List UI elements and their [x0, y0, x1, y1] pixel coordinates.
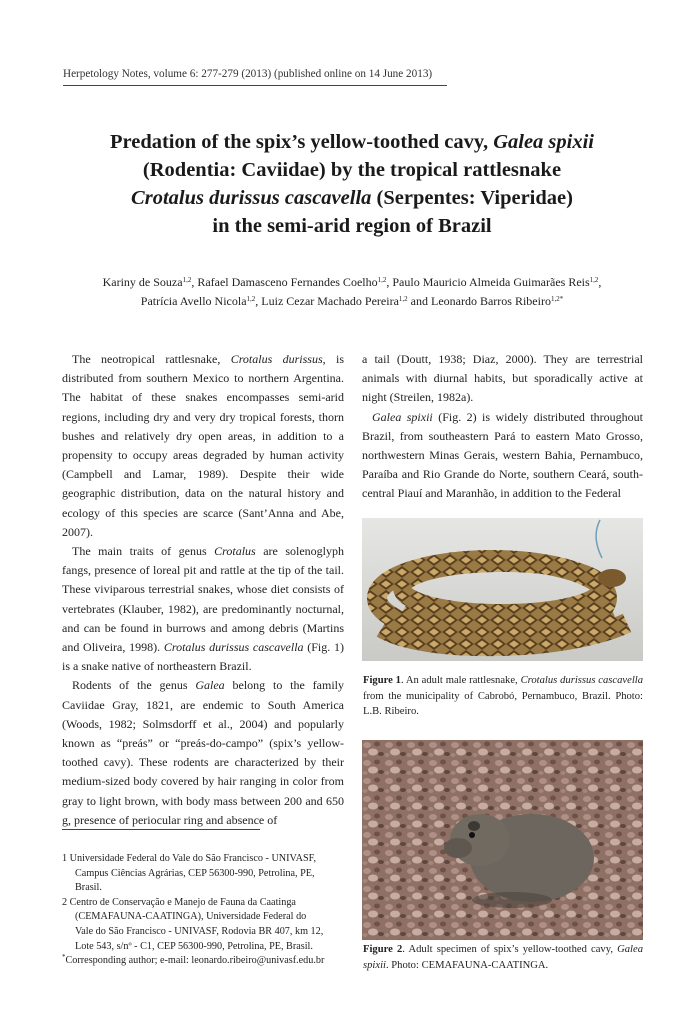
- affiliation-mark: 1,2: [377, 276, 387, 284]
- author-list: [60, 273, 644, 311]
- footnote-corresponding: [62, 954, 347, 969]
- caption-text: . An adult male rattlesnake,: [400, 675, 521, 686]
- figure-1-photo: [362, 518, 643, 661]
- footnote-1: [62, 852, 347, 896]
- author-name: and Leonardo Barros Ribeiro: [407, 294, 551, 308]
- paragraph: [62, 676, 344, 830]
- left-column: [62, 350, 344, 830]
- figure-label: Figure 1: [363, 675, 401, 686]
- paragraph: a tail (Doutt, 1938; Diaz, 2000). They are terrestrial animals with diurnal habits, but sporadically active at night (Streilen, 1982a).: [362, 352, 643, 405]
- paper-title: [60, 128, 644, 240]
- footnote-line: 1 Universidade Federal do Vale do São Francisco - UNIVASF,: [62, 853, 317, 864]
- footnote-line: (CEMAFAUNA-CAATINGA), Universidade Federal do: [75, 911, 307, 923]
- text: (Fig. 2) is widely distributed throughout Brazil, from southeastern Pará to eastern Mato Grosso, northwestern Minas Gerais, western Bahia, Pernambuco, Paraíba and Rio Grande do Norte, southern Ceará, south-central Piauí and Maranhão, in addition to the Federal: [362, 409, 644, 501]
- title-species: Crotalus durissus cascavella: [131, 187, 372, 209]
- author-name: , Luiz Cezar Machado Pereira: [255, 294, 399, 308]
- title-line-2: (Rodentia: Caviidae) by the tropical rattlesnake: [142, 159, 562, 181]
- text: The main traits of genus: [72, 544, 215, 559]
- cavy-image: [362, 740, 643, 940]
- author-name: Kariny de Souza: [102, 275, 183, 289]
- text: Rodents of the genus: [72, 678, 196, 693]
- genus-name: Crotalus: [214, 544, 256, 559]
- genus-name: Galea: [195, 678, 225, 693]
- title-text: (Serpentes: Viperidae): [371, 187, 573, 209]
- figure-label: Figure 2: [363, 944, 403, 955]
- right-column: [362, 350, 643, 504]
- footnote-line: Campus Ciências Agrárias, CEP 56300-990, Petrolina, PE,: [75, 867, 315, 879]
- author-line-2: [60, 292, 644, 311]
- journal-header: Herpetology Notes, volume 6: 277-279 (2013) (published online on 14 June 2013): [63, 68, 433, 80]
- footnote-line: [62, 954, 347, 969]
- text: belong to the family Caviidae Gray, 1821, are endemic to South America (Woods, 1982; Solmsdorff et al., 2004) and popularly known as “preás” or “preás-do-campo” (spix’s yellow-toothed cavy). These rodents are characterized by their medium-sized body covered by hair ranging in color from gray to light brown, with body mass between 200 and 650 g, presence of periocular ring and absence of: [62, 678, 344, 827]
- corresponding-author: Corresponding author; e-mail: leonardo.ribeiro@univasf.edu.br: [65, 955, 325, 967]
- author-line-1: [60, 273, 644, 292]
- header-rule: [63, 85, 447, 86]
- affiliation-mark: 1,2*: [550, 295, 564, 303]
- footnote-line: Lote 543, s/nº - C1, CEP 56300-990, Petrolina, PE, Brasil.: [75, 940, 313, 952]
- caption-text: . Photo: CEMAFAUNA-CAATINGA.: [385, 959, 549, 971]
- affiliation-mark: 1,2: [589, 276, 599, 284]
- species-name: Crotalus durissus cascavella: [520, 675, 643, 686]
- author-name: , Paulo Mauricio Almeida Guimarães Reis: [386, 275, 590, 289]
- caption-text: . Adult specimen of spix’s yellow-toothed cavy,: [402, 944, 618, 955]
- text: are solenoglyph fangs, presence of loreal pit and rattle at the tip of the tail. These viviparous terrestrial snakes, whose diet consists of vertebrates (Klauber, 1982), are predominantly nocturnal, and can be found in burrows and among debris (Martins and Oliveira, 1998).: [62, 544, 345, 655]
- author-name: , Rafael Damasceno Fernandes Coelho: [191, 275, 378, 289]
- title-line-1: [60, 128, 644, 156]
- species-name: Crotalus durissus: [230, 352, 323, 366]
- title-text: Predation of the spix’s yellow-toothed cavy,: [109, 131, 494, 153]
- author-separator: ,: [598, 275, 602, 289]
- species-name: Crotalus durissus cascavella: [163, 640, 304, 655]
- footnotes: [62, 852, 347, 969]
- footnote-line: Vale do São Francisco - UNIVASF, Rodovia BR 407, km 12,: [75, 925, 324, 937]
- figure-2-photo: [362, 740, 643, 940]
- species-name: Galea spixii: [363, 944, 643, 971]
- affiliation-mark: 1,2: [182, 276, 192, 284]
- paragraph: [62, 350, 344, 542]
- figure-1-caption: [363, 673, 643, 720]
- text: The neotropical rattlesnake,: [72, 352, 231, 366]
- footnote-line: Brasil.: [75, 882, 102, 894]
- text: , is distributed from southern Mexico to northern Argentina. The habitat of these snakes encompasses semi-arid regions, including dry and very dry tropical forests, thorn bushes and relatively dry open areas, in addition to a propensity to occupy areas degraded by human activity (Campbell and Lamar, 1989). Despite their wide geographic distribution, data on the natural history and ecology of this species are scarce (Sant’Anna and Abe, 2007).: [62, 352, 344, 539]
- title-line-4: in the semi-arid region of Brazil: [212, 215, 492, 237]
- caption-text: from the municipality of Cabrobó, Pernambuco, Brazil. Photo: L.B. Ribeiro.: [363, 690, 643, 717]
- footnote-rule: [62, 829, 260, 830]
- species-name: Galea spixii: [372, 409, 433, 424]
- author-name: Patrícia Avello Nicola: [140, 294, 247, 308]
- figure-2-caption: [363, 942, 643, 973]
- paragraph: [62, 542, 344, 676]
- affiliation-mark: 1,2: [246, 295, 256, 303]
- footnote-2: [62, 896, 347, 954]
- paragraph: [362, 408, 643, 504]
- footnote-line: 2 Centro de Conservação e Manejo de Fauna da Caatinga: [62, 896, 296, 908]
- title-line-3: [60, 184, 644, 212]
- text: (Fig. 1) is a snake native of northeastern Brazil.: [62, 640, 344, 674]
- title-species: Galea spixii: [493, 131, 594, 153]
- asterisk-mark: *: [62, 953, 66, 962]
- rattlesnake-image: [362, 518, 643, 661]
- affiliation-mark: 1,2: [398, 295, 408, 303]
